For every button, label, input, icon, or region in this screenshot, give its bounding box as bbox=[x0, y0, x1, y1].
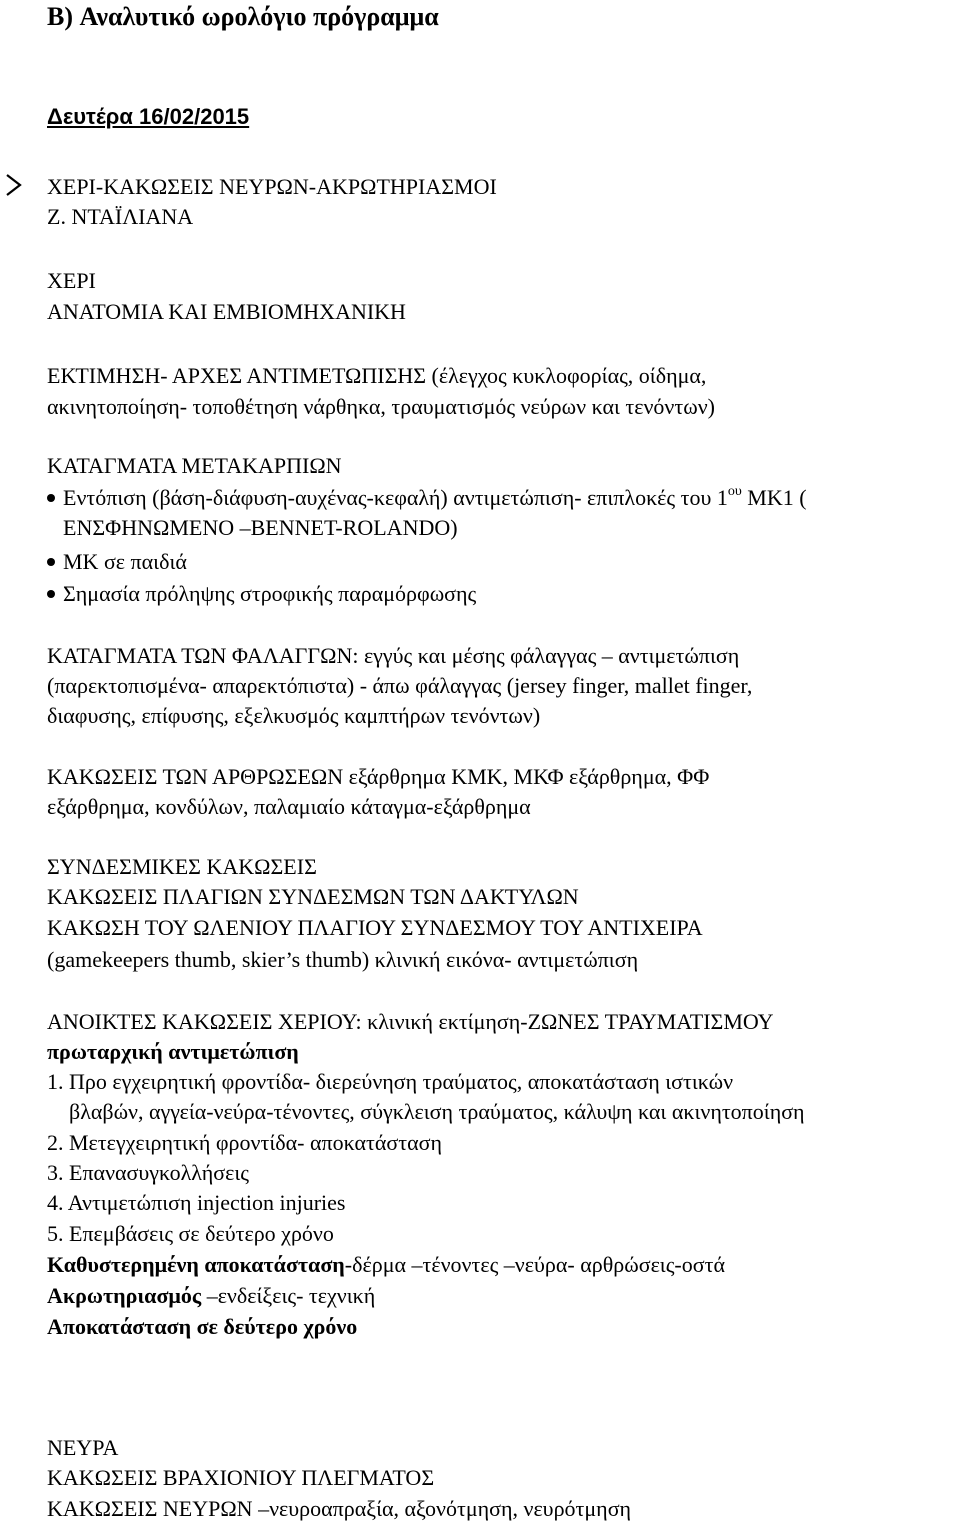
section-title: B) Αναλυτικό ωρολόγιο πρόγραμμα bbox=[47, 2, 439, 31]
heading-metacarpal-fractures: ΚΑΤΑΓΜΑΤΑ ΜΕΤΑΚΑΡΠΙΩΝ bbox=[47, 453, 342, 478]
numbered-item-5: 5. Επεμβάσεις σε δεύτερο χρόνο bbox=[47, 1221, 334, 1246]
bullet-dot-icon bbox=[47, 494, 55, 502]
ligament-line-3: ΚΑΚΩΣΗ ΤΟΥ ΩΛΕΝΙΟΥ ΠΛΑΓΙΟΥ ΣΥΝΔΕΣΜΟΥ ΤΟΥ ΑΝΤΙΧΕΙΡΑ bbox=[47, 915, 703, 940]
amputation-bold: Ακρωτηριασμός bbox=[47, 1283, 202, 1308]
ligament-line-1: ΣΥΝΔΕΣΜΙΚΕΣ ΚΑΚΩΣΕΙΣ bbox=[47, 854, 317, 879]
heading-anatomy: ΑΝΑΤΟΜΙΑ ΚΑΙ ΕΜΒΙΟΜΗΧΑΝΙΚΗ bbox=[47, 299, 406, 324]
nerve-injuries-line: ΚΑΚΩΣΕΙΣ ΝΕΥΡΩΝ –νευροαπραξία, αξονότμηση, νευρότμηση bbox=[47, 1496, 632, 1521]
numbered-item-3: 3. Επανασυγκολλήσεις bbox=[47, 1160, 249, 1185]
delayed-repair-bold: Καθυστερημένη αποκατάσταση bbox=[47, 1252, 345, 1277]
amputation-rest: –ενδείξεις- τεχνική bbox=[201, 1283, 376, 1308]
numbered-item-4: 4. Αντιμετώπιση injection injuries bbox=[47, 1190, 346, 1215]
numbered-item-2: 2. Μετεγχειρητική φροντίδα- αποκατάσταση bbox=[47, 1130, 442, 1155]
assessment-line-1: ΕΚΤΙΜΗΣΗ- ΑΡΧΕΣ ΑΝΤΙΜΕΤΩΠΙΣΗΣ (έλεγχος κυκλοφορίας, οίδημα, bbox=[47, 363, 707, 388]
bullet-dot-icon bbox=[47, 590, 55, 598]
ligament-line-4: (gamekeepers thumb, skier’s thumb) κλινική εικόνα- αντιμετώπιση bbox=[47, 947, 639, 972]
topic-speaker: Ζ. ΝΤΑΪΛΙΑΝΑ bbox=[47, 204, 194, 229]
assessment-line-2: ακινητοποίηση- τοποθέτηση νάρθηκα, τραυματισμός νεύρων και τενόντων) bbox=[47, 394, 715, 419]
phalanges-line-2: (παρεκτοπισμένα- απαρεκτόπιστα) - άπω φάλαγγας (jersey finger, mallet finger, bbox=[47, 673, 753, 698]
bullet-item-2: ΜΚ σε παιδιά bbox=[63, 549, 187, 574]
bullet-dot-icon bbox=[47, 558, 55, 566]
numbered-item-1: 1. Προ εγχειρητική φροντίδα- διερεύνηση τραύματος, αποκατάσταση ιστικών bbox=[47, 1069, 734, 1094]
ligament-line-2: ΚΑΚΩΣΕΙΣ ΠΛΑΓΙΩΝ ΣΥΝΔΕΣΜΩΝ ΤΩΝ ΔΑΚΤΥΛΩΝ bbox=[47, 884, 579, 909]
arrow-bullet-icon bbox=[5, 172, 23, 198]
bullet-item-1-sup: ου bbox=[727, 483, 742, 499]
secondary-repair-line: Αποκατάσταση σε δεύτερο χρόνο bbox=[47, 1314, 358, 1339]
bullet-item-1-tail: ΜΚ1 ( bbox=[741, 485, 807, 510]
phalanges-line-1: ΚΑΤΑΓΜΑΤΑ ΤΩΝ ΦΑΛΑΓΓΩΝ: εγγύς και μέσης φάλαγγας – αντιμετώπιση bbox=[47, 643, 740, 668]
delayed-repair-line bbox=[47, 1250, 725, 1280]
heading-nerves: ΝΕΥΡΑ bbox=[47, 1435, 119, 1460]
numbered-item-1-cont: βλαβών, αγγεία-νεύρα-τένοντες, σύγκλειση τραύματος, κάλυψη και ακινητοποίηση bbox=[69, 1099, 805, 1124]
amputation-line bbox=[47, 1281, 375, 1311]
joints-line-2: εξάρθρημα, κονδύλων, παλαμιαίο κάταγμα-εξάρθρημα bbox=[47, 794, 531, 819]
bullet-item-1 bbox=[63, 483, 807, 513]
open-injuries-line-2: πρωταρχική αντιμετώπιση bbox=[47, 1039, 299, 1064]
session-date: Δευτέρα 16/02/2015 bbox=[47, 104, 250, 129]
heading-hand: ΧΕΡΙ bbox=[47, 268, 96, 293]
delayed-repair-rest: -δέρμα –τένοντες –νεύρα- αρθρώσεις-οστά bbox=[344, 1252, 725, 1277]
bullet-item-1-text: Εντόπιση (βάση-διάφυση-αυχένας-κεφαλή) αντιμετώπιση- επιπλοκές του 1 bbox=[63, 485, 728, 510]
plexus-line: ΚΑΚΩΣΕΙΣ ΒΡΑΧΙΟΝΙΟΥ ΠΛΕΓΜΑΤΟΣ bbox=[47, 1465, 435, 1490]
open-injuries-line-1: ΑΝΟΙΚΤΕΣ ΚΑΚΩΣΕΙΣ ΧΕΡΙΟΥ: κλινική εκτίμηση-ΖΩΝΕΣ ΤΡΑΥΜΑΤΙΣΜΟΥ bbox=[47, 1009, 774, 1034]
bullet-item-3: Σημασία πρόληψης στροφικής παραμόρφωσης bbox=[63, 581, 477, 606]
phalanges-line-3: διαφυσης, επίφυσης, εξελκυσμός καμπτήρων τενόντων) bbox=[47, 703, 541, 728]
bullet-item-1-cont: ΕΝΣΦΗΝΩΜΕΝΟ –BENNET-ROLANDO) bbox=[63, 515, 458, 540]
topic-title: ΧΕΡΙ-ΚΑΚΩΣΕΙΣ ΝΕΥΡΩΝ-ΑΚΡΩΤΗΡΙΑΣΜΟΙ bbox=[47, 174, 497, 199]
joints-line-1: ΚΑΚΩΣΕΙΣ ΤΩΝ ΑΡΘΡΩΣΕΩΝ εξάρθρημα ΚΜΚ, ΜΚΦ εξάρθρημα, ΦΦ bbox=[47, 764, 710, 789]
